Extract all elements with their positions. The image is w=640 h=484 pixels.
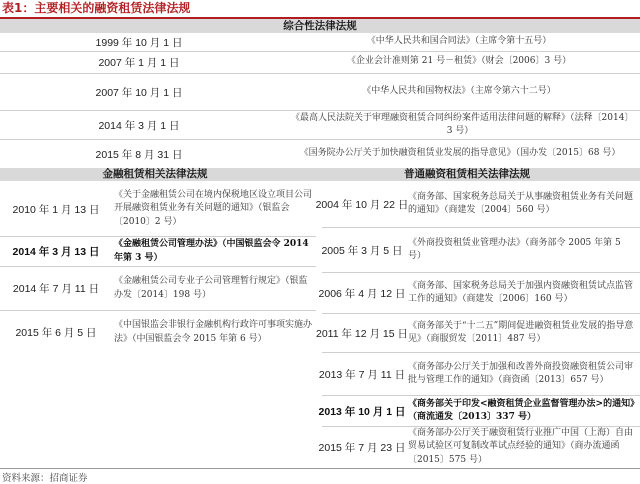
date-cell: 2010 年 1 月 13 日: [12, 203, 100, 216]
law-cell: 《商务部办公厅关于加强和改善外商投资融资租赁公司审批与管理工作的通知》（商资函〔2013〕657 号）: [408, 361, 634, 385]
source-note: 资料来源：招商证券: [2, 473, 88, 484]
date-cell: 1999 年 10 月 1 日: [95, 36, 183, 49]
table-row: [318, 273, 640, 313]
table-row: [0, 33, 640, 51]
law-cell: 《中华人民共和国物权法》（主席令第六十二号）: [362, 86, 556, 97]
date-cell: 2006 年 4 月 12 日: [318, 287, 406, 300]
law-cell: 《商务部关于印发<融资租赁企业监督管理办法>的通知》（商流通发〔2013〕337 号）: [408, 398, 635, 422]
table-row: [315, 182, 640, 226]
law-cell: 《中国银监会非银行金融机构行政许可事项实施办法》（中国银监会令 2015 年第 6 号）: [114, 320, 313, 344]
law-cell: 《金融租赁公司管理办法》（中国银监会令 2014 年第 3 号）: [114, 239, 309, 263]
table-row: [318, 427, 640, 467]
date-cell: 2013 年 10 月 1 日: [318, 405, 406, 418]
table-row: [0, 267, 316, 310]
law-cell: 《中华人民共和国合同法》（主席令第十五号）: [366, 36, 552, 47]
table-row: [0, 182, 316, 236]
table-row: [0, 237, 316, 266]
section-header-general: [0, 19, 640, 33]
date-cell: 2007 年 10 月 1 日: [95, 86, 183, 99]
date-cell: 2015 年 8 月 31 日: [95, 148, 183, 161]
law-cell: 《国务院办公厅关于加快融资租赁业发展的指导意见》（国办发〔2015〕68 号）: [299, 148, 621, 159]
date-cell: 2015 年 7 月 23 日: [318, 441, 406, 454]
law-cell: 《关于金融租赁公司在境内保税地区设立项目公司开展融资租赁业务有关问题的通知》（银监会〔2010〕2 号）: [114, 189, 313, 227]
date-cell: 2015 年 6 月 5 日: [15, 327, 97, 339]
date-cell: 2011 年 12 月 15 日: [315, 327, 409, 340]
law-cell: 《商务部关于“十二五”期间促进融资租赁业发展的指导意见》（商服贸发〔2011〕487 号）: [408, 320, 634, 344]
law-cell: 《外商投资租赁业管理办法》（商务部令 2005 年第 5 号）: [408, 237, 621, 261]
law-cell: 《商务部、国家税务总局关于加强内资融资租赁试点监管工作的通知》（商建发〔2006〕160 号）: [408, 280, 634, 304]
date-cell: 2014 年 3 月 1 日: [98, 119, 180, 132]
table-row: [0, 52, 640, 72]
section-label-general: 综合性法律法规: [283, 20, 357, 32]
table-row: [0, 74, 640, 110]
table-row: [0, 140, 640, 168]
date-cell: 2013 年 7 月 11 日: [318, 368, 406, 381]
law-cell: 《企业会计准则第 21 号－租赁》（财会〔2006〕3 号）: [346, 56, 572, 67]
law-cell: 《商务部办公厅关于融资租赁行业推广中国（上海）自由贸易试验区可复制改革试点经验的通知》（商办流通函〔2015〕575 号）: [408, 427, 634, 465]
law-cell: 《商务部、国家税务总局关于从事融资租赁业务有关问题的通知》（商建发〔2004〕560 号）: [408, 191, 634, 215]
law-cell: 《金融租赁公司专业子公司管理暂行规定》（银监办发〔2014〕198 号）: [114, 276, 308, 300]
section-header-split: [0, 168, 640, 181]
table-row: [0, 311, 316, 354]
table-bottom-rule: [0, 468, 640, 469]
law-cell: 《最高人民法院关于审理融资租赁合同纠纷案件适用法律问题的解释》（法释〔2014〕3 号）: [291, 112, 629, 136]
table-row: [318, 396, 640, 426]
table-row: [318, 353, 640, 395]
date-cell: 2014 年 3 月 13 日: [12, 246, 100, 258]
table-row: [315, 314, 640, 352]
date-cell: 2007 年 1 月 1 日: [98, 56, 180, 69]
table-title: 表1：主要相关的融资租赁法律法规: [2, 1, 191, 15]
table-row: [322, 228, 640, 272]
date-cell: 2014 年 7 月 11 日: [12, 283, 100, 295]
date-cell: 2004 年 10 月 22 日: [315, 198, 409, 211]
date-cell: 2005 年 3 月 5 日: [321, 244, 403, 257]
table-row: [0, 111, 640, 139]
section-label-ordinary: 普通融资租赁相关法律法规: [404, 168, 530, 180]
section-label-financial: 金融租赁相关法律法规: [102, 168, 208, 180]
